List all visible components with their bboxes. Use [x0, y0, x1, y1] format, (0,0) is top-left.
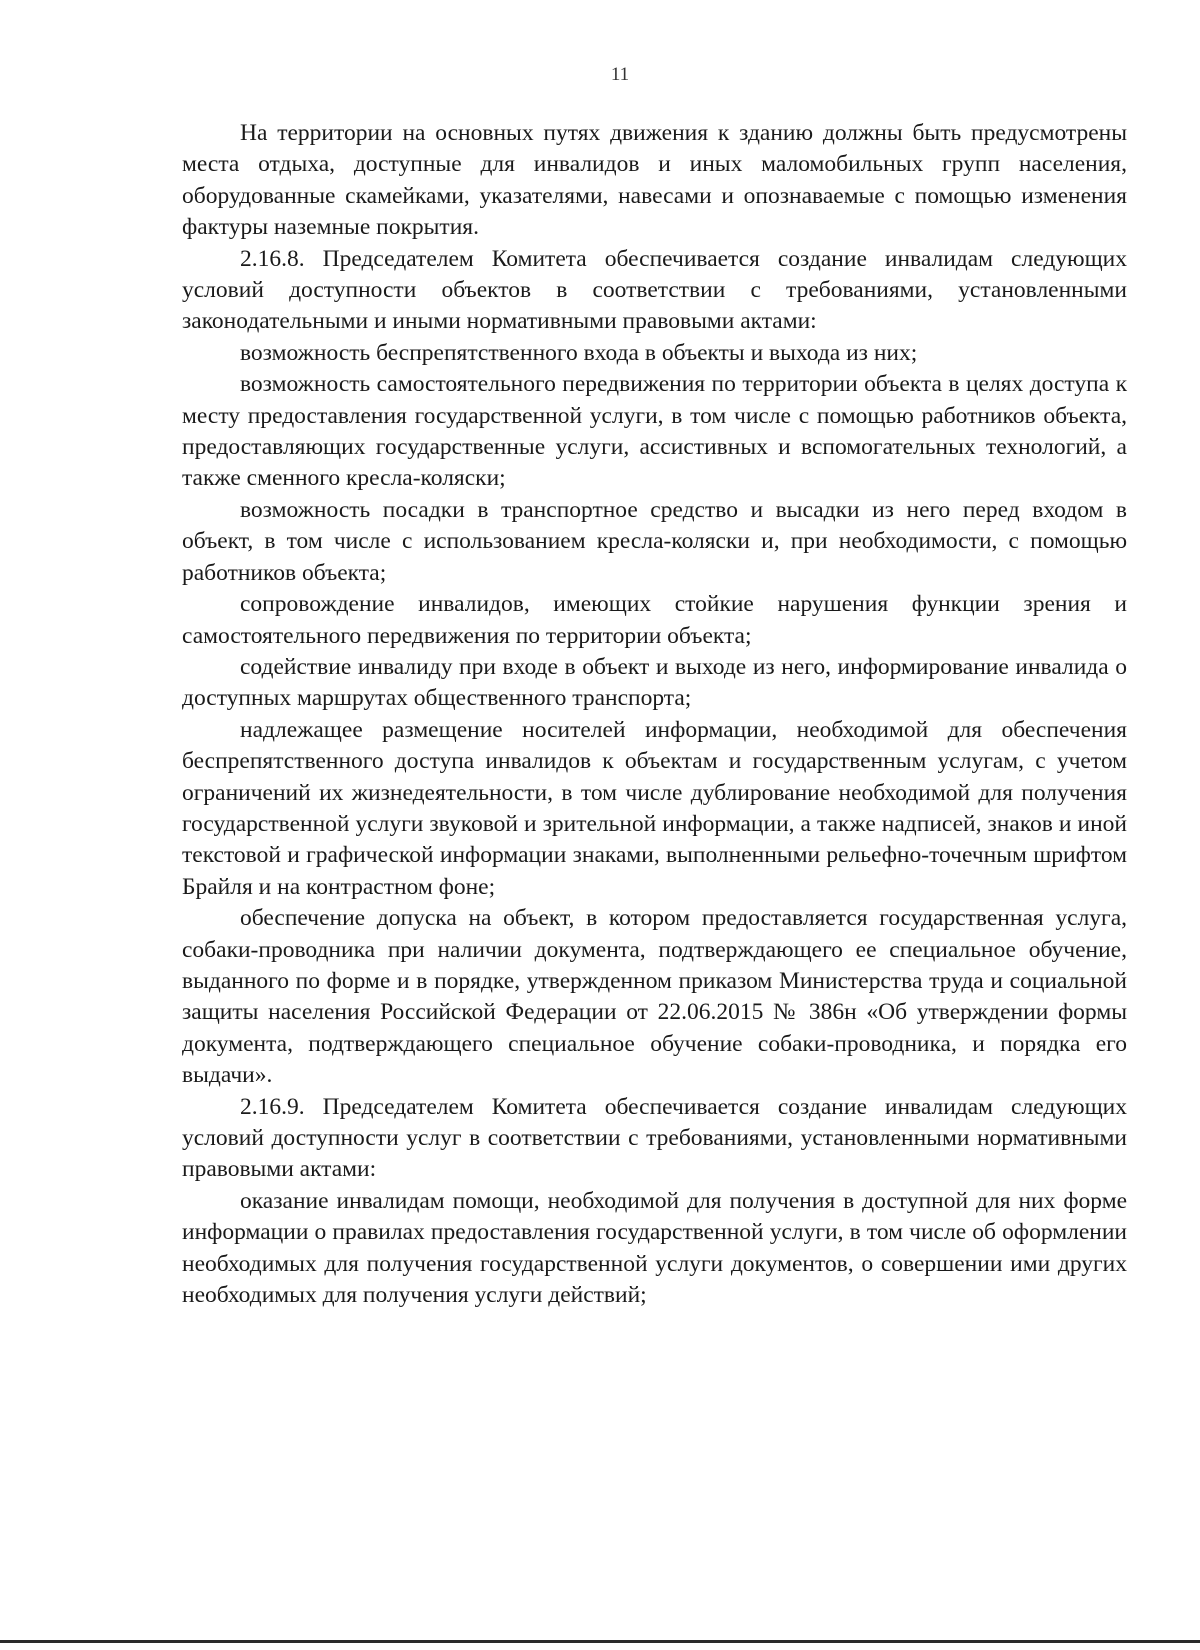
list-item-vehicle-boarding: возможность посадки в транспортное средство и высадки из него перед входом в объект, в том числе с использованием кресла-коляски и, при необходимости, с помощью работников объекта; [182, 496, 1127, 586]
paragraph-rest-areas: На территории на основных путях движения к зданию должны быть предусмотрены места отдыха, доступные для инвалидов и иных маломобильных групп населения, оборудованные скамейками, указателями, навесами и опознаваемые с помощью изменения фактуры наземные покрытия. [182, 120, 1127, 241]
page-number: 11 [610, 64, 630, 85]
scan-edge-line [0, 1640, 1200, 1643]
paragraph-2-16-9: 2.16.9. Председателем Комитета обеспечивается создание инвалидам следующих условий доступности услуг в соответствии с требованиями, установленными нормативными правовыми актами: [182, 1093, 1127, 1183]
list-item-escort: сопровождение инвалидов, имеющих стойкие нарушения функции зрения и самостоятельного передвижения по территории объекта; [182, 591, 1127, 649]
list-item-help-information: оказание инвалидам помощи, необходимой для получения в доступной для них форме информации о правилах предоставления государственной услуги, в том числе об оформлении необходимых для получения государственной услуги документов, о совершении ими других необходимых для получения услуги действий; [182, 1187, 1127, 1309]
list-item-entry-exit: возможность беспрепятственного входа в объекты и выхода из них; [240, 339, 918, 366]
paragraph-2-16-8: 2.16.8. Председателем Комитета обеспечивается создание инвалидам следующих условий доступности объектов в соответствии с требованиями, установленными законодательными и иными нормативными правовыми актами: [182, 245, 1127, 335]
list-item-information-carriers: надлежащее размещение носителей информации, необходимой для обеспечения беспрепятственного доступа инвалидов к объектам и государственным услугам, с учетом ограничений их жизнедеятельности, в том числе дублирование необходимой для получения государственной услуги звуковой и зрительной информации, а также надписей, знаков и иной текстовой и графической информации знаками, выполненными рельефно-точечным шрифтом Брайля и на контрастном фоне; [182, 716, 1127, 900]
list-item-guide-dog: обеспечение допуска на объект, в котором предоставляется государственная услуга, собаки-проводника при наличии документа, подтверждающего ее специальное обучение, выданного по форме и в порядке, утвержденном приказом Министерства труда и социальной защиты населения Российской Федерации от 22.06.2015 № 386н «Об утверждении формы документа, подтверждающего специальное обучение собаки-проводника, и порядка его выдачи». [182, 905, 1127, 1089]
document-body [182, 118, 1127, 1311]
list-item-assistance-entry: содействие инвалиду при входе в объект и выходе из него, информирование инвалида о доступных маршрутах общественного транспорта; [182, 653, 1127, 712]
list-item-independent-movement: возможность самостоятельного передвижения по территории объекта в целях доступа к месту предоставления государственной услуги, в том числе с помощью работников объекта, предоставляющих государственные услуги, ассистивных и вспомогательных технологий, а также сменного кресла-коляски; [182, 371, 1127, 492]
